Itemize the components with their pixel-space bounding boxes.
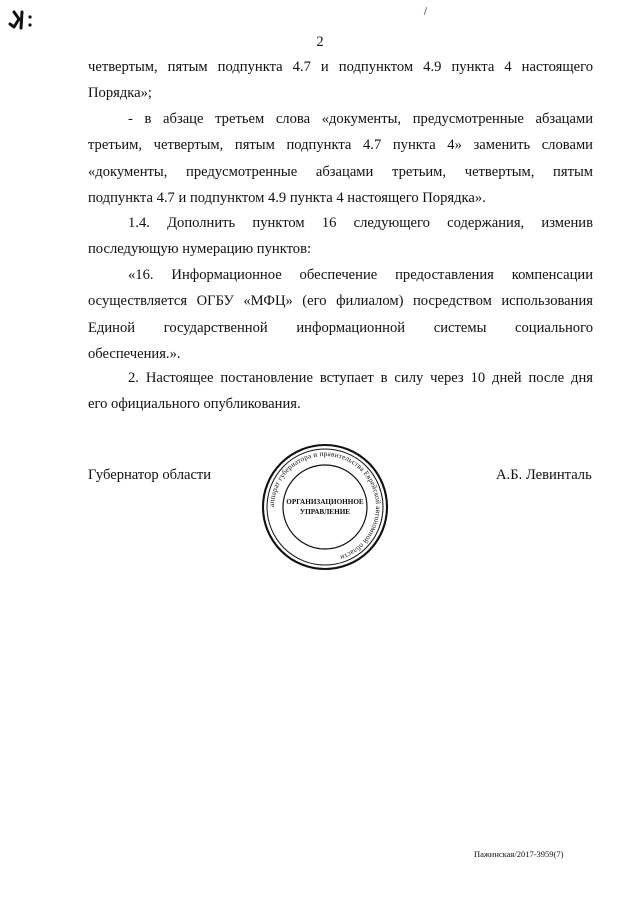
paragraph-line: осуществляется ОГБУ «МФЦ» (его филиалом) посредством использования — [88, 293, 593, 310]
page-number: 2 — [316, 34, 324, 50]
signature-name: А.Б. Левинталь — [496, 467, 592, 483]
paragraph-line: Единой государственной информационной системы социального — [88, 319, 593, 336]
paragraph-line: его официального опубликования. — [88, 396, 301, 413]
paragraph-line: - в абзаце третьем слова «документы, предусмотренные абзацами — [128, 111, 593, 127]
paragraph-line: обеспечения.». — [88, 345, 181, 362]
stamp-center-line-2: УПРАВЛЕНИЕ — [299, 508, 351, 516]
paragraph-1-4 — [88, 210, 593, 263]
paragraph-amendment-third-abzac — [88, 106, 593, 211]
paragraph-continuation — [88, 54, 593, 107]
document-code: Пажинская/2017-3959(7) — [474, 849, 564, 859]
paragraph-line: Порядка»; — [88, 85, 152, 102]
paragraph-line: четвертым, пятым подпункта 4.7 и подпунктом 4.9 пункта 4 настоящего — [88, 59, 593, 75]
paragraph-line: 1.4. Дополнить пунктом 16 следующего содержания, изменив — [128, 215, 593, 231]
paragraph-line: последующую нумерацию пунктов: — [88, 241, 312, 258]
scan-mark — [424, 7, 427, 15]
paragraph-line: 2. Настоящее постановление вступает в силу через 10 дней после дня — [128, 370, 593, 386]
paragraph-line: третьим, четвертым, пятым подпункта 4.7 пункта 4» заменить словами — [88, 137, 593, 154]
signature-title: Губернатор области — [88, 467, 212, 483]
paragraph-line: подпункта 4.7 и подпунктом 4.9 пункта 4 настоящего Порядка». — [88, 189, 486, 206]
corner-handwritten-mark — [6, 8, 46, 34]
paragraph-point-16 — [88, 262, 593, 367]
paragraph-line: «документы, предусмотренные абзацами третьим, четвертым, пятым — [88, 163, 593, 180]
paragraph-line: «16. Информационное обеспечение предоставления компенсации — [128, 267, 593, 283]
stamp-ring-text: аппарат губернатора и правительства Еврейской автономной области — [266, 448, 384, 563]
stamp-center-line-1: ОРГАНИЗАЦИОННОЕ — [286, 498, 364, 506]
paragraph-2 — [88, 365, 593, 418]
official-stamp — [259, 441, 391, 573]
